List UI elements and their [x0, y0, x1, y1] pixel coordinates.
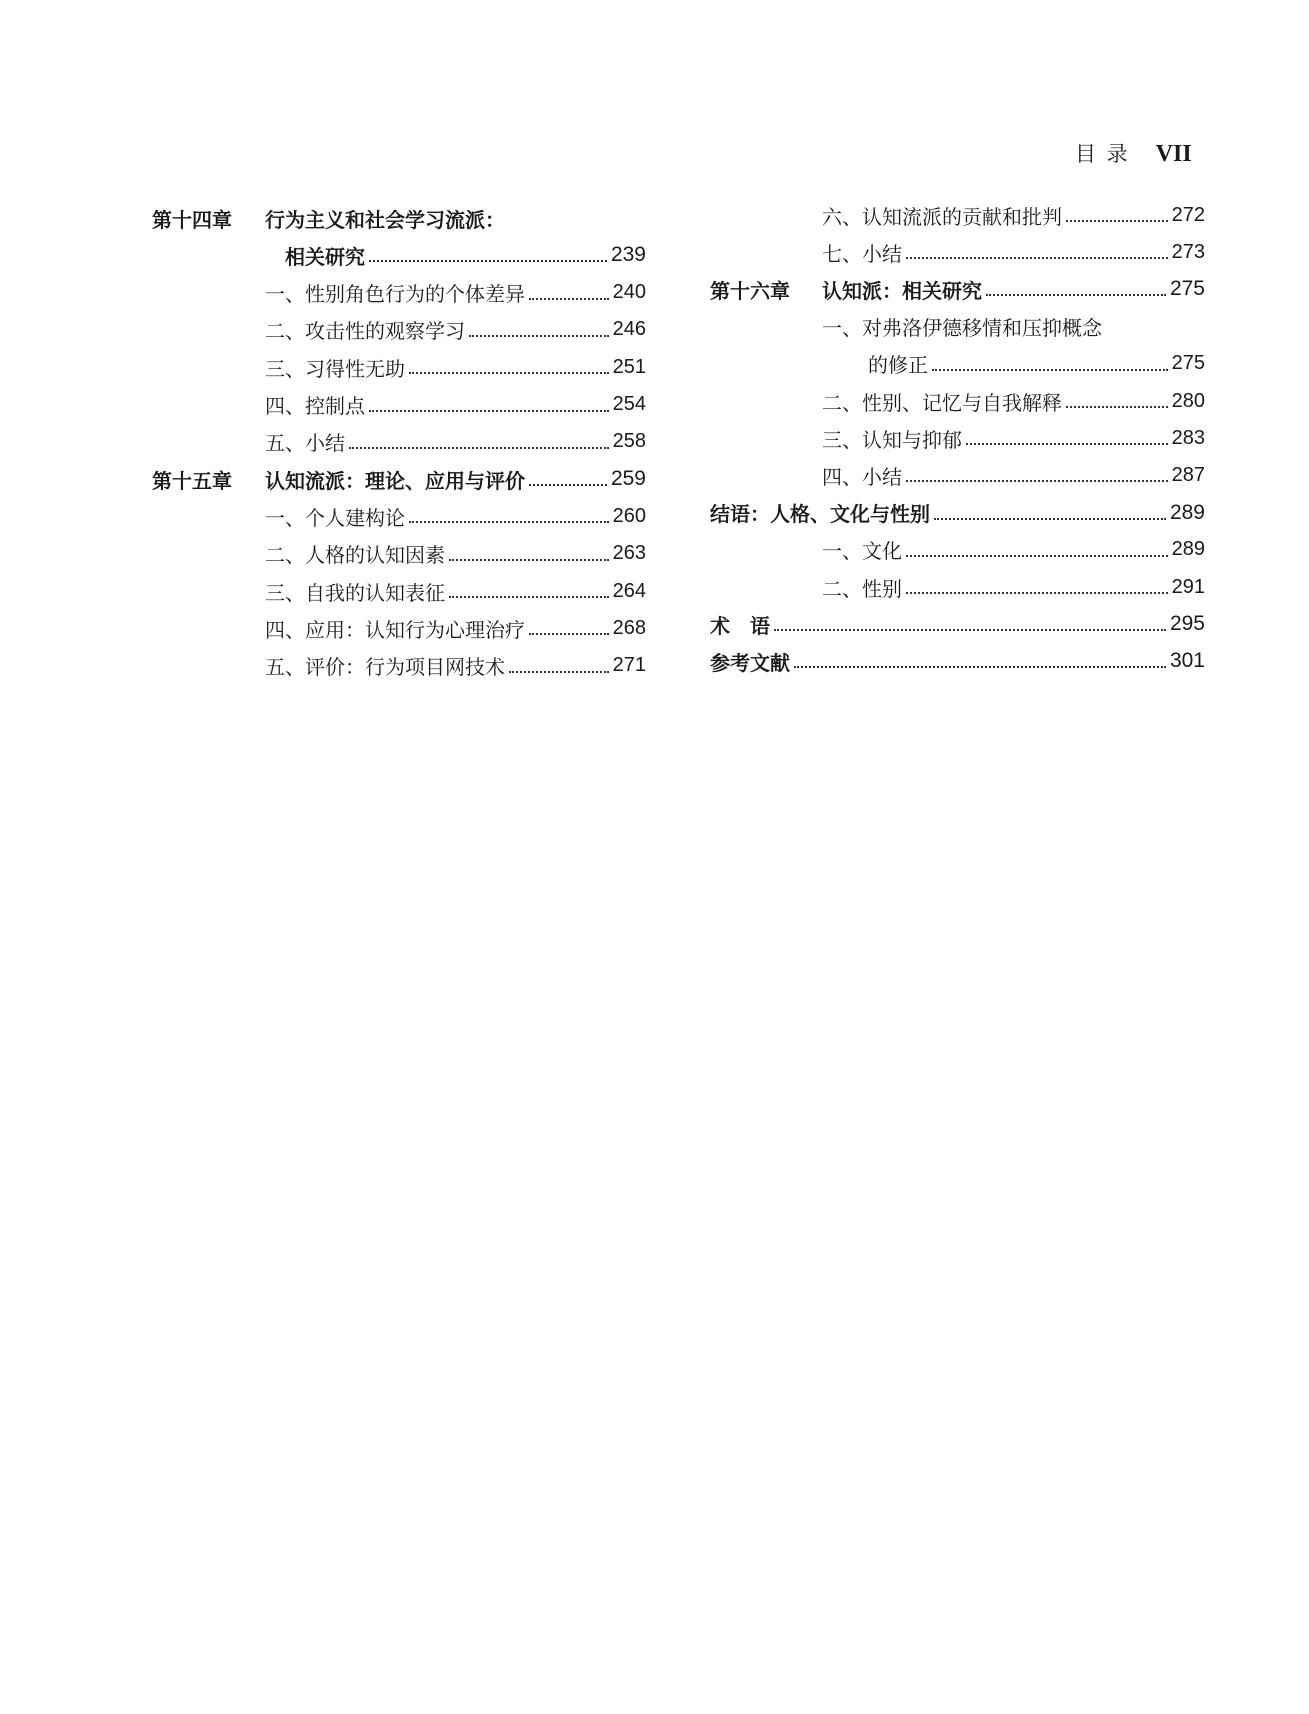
toc-entry [822, 459, 1205, 491]
entry-title: 结语：人格、文化与性别 [710, 502, 930, 527]
toc-entry [710, 645, 1205, 677]
toc-entry [265, 538, 646, 570]
entry-title: 五、评价：行为项目网技术 [265, 655, 505, 680]
toc-entry [822, 199, 1205, 231]
toc-entry [265, 650, 646, 682]
dot-leader [906, 480, 1168, 482]
dot-leader [529, 484, 607, 486]
toc-entry [710, 608, 1205, 640]
page-number: 275 [1169, 277, 1205, 301]
entry-title: 四、应用：认知行为心理治疗 [265, 617, 525, 642]
page-number: 254 [612, 393, 646, 415]
dot-leader [906, 257, 1168, 259]
dot-leader [906, 555, 1168, 557]
page-number: 239 [610, 243, 646, 267]
chapter-number: 第十五章 [152, 468, 232, 493]
toc-entry [265, 314, 646, 346]
dot-leader [349, 447, 609, 449]
toc-entry [152, 463, 646, 495]
page-number: 289 [1169, 500, 1205, 524]
dot-leader [369, 260, 607, 262]
page-number: 264 [612, 579, 646, 602]
page-number: 251 [612, 355, 646, 378]
toc-entry [822, 571, 1205, 603]
chapter-number: 第十六章 [710, 278, 790, 303]
dot-leader [932, 369, 1168, 371]
running-header [1075, 138, 1192, 168]
page-number: 258 [612, 430, 646, 453]
toc-entry [822, 422, 1205, 454]
page-number: 271 [612, 654, 646, 677]
entry-title: 相关研究 [285, 244, 365, 269]
toc-entry [152, 202, 505, 234]
entry-title: 一、性别角色行为的个体差异 [265, 282, 525, 307]
entry-title: 二、性别、记忆与自我解释 [822, 390, 1062, 415]
entry-title: 一、对弗洛伊德移情和压抑概念 [822, 316, 1102, 341]
toc-entry [710, 273, 1205, 305]
dot-leader [986, 294, 1166, 296]
dot-leader [469, 335, 609, 337]
entry-title: 七、小结 [822, 241, 902, 266]
page-number: 287 [1171, 463, 1205, 486]
page-number: 291 [1171, 575, 1205, 598]
entry-title: 六、认知流派的贡献和批判 [822, 204, 1062, 229]
page-number: 260 [612, 504, 646, 527]
page-number: 275 [1171, 352, 1205, 375]
page-number: 246 [612, 318, 646, 341]
page-number: 272 [1171, 203, 1205, 226]
entry-title: 参考文献 [710, 650, 790, 675]
entry-title: 认知派：相关研究 [822, 278, 982, 303]
toc-entry [822, 311, 1102, 343]
page-number: 240 [612, 281, 646, 304]
entry-title: 二、攻击性的观察学习 [265, 319, 465, 344]
toc-entry [265, 575, 646, 607]
dot-leader [449, 596, 609, 598]
toc-entry [822, 236, 1205, 268]
toc-entry [285, 239, 646, 271]
dot-leader [774, 629, 1166, 631]
page-number: 263 [612, 542, 646, 565]
entry-title: 一、个人建构论 [265, 505, 405, 530]
entry-title: 行为主义和社会学习流派： [265, 207, 505, 232]
toc-entry [265, 500, 646, 532]
page-folio: VII [1155, 141, 1192, 167]
entry-title: 认知流派：理论、应用与评价 [265, 468, 525, 493]
entry-title: 四、小结 [822, 464, 902, 489]
dot-leader [1066, 406, 1168, 408]
dot-leader [509, 671, 609, 673]
page-number: 268 [612, 616, 646, 639]
toc-entry [822, 385, 1205, 417]
chapter-number: 第十四章 [152, 207, 232, 232]
header-label: 目 录 [1075, 142, 1130, 166]
page-number: 259 [610, 467, 646, 491]
entry-title: 三、自我的认知表征 [265, 580, 445, 605]
page-number: 280 [1171, 389, 1205, 412]
dot-leader [794, 666, 1166, 668]
dot-leader [966, 443, 1168, 445]
dot-leader [409, 521, 609, 523]
toc-entry [265, 612, 646, 644]
page-number: 295 [1169, 612, 1205, 636]
dot-leader [934, 518, 1166, 520]
entry-title: 二、人格的认知因素 [265, 543, 445, 568]
dot-leader [529, 298, 609, 300]
toc-entry [265, 351, 646, 383]
entry-title: 二、性别 [822, 576, 902, 601]
page-number: 283 [1171, 426, 1205, 449]
toc-entry [868, 348, 1205, 380]
toc-entry [822, 534, 1205, 566]
page-number: 301 [1169, 649, 1205, 673]
dot-leader [409, 372, 609, 374]
page-number: 289 [1171, 538, 1205, 561]
toc-entry [265, 277, 646, 309]
toc-entry [265, 389, 646, 421]
page-number: 273 [1171, 240, 1205, 263]
dot-leader [529, 633, 609, 635]
entry-title: 三、习得性无助 [265, 356, 405, 381]
entry-title: 三、认知与抑郁 [822, 427, 962, 452]
toc-entry [265, 426, 646, 458]
toc-entry [710, 497, 1205, 529]
dot-leader [906, 592, 1168, 594]
dot-leader [449, 559, 609, 561]
dot-leader [1066, 220, 1168, 222]
entry-title: 术 语 [710, 613, 770, 638]
entry-title: 四、控制点 [265, 394, 365, 418]
entry-title: 的修正 [868, 353, 928, 378]
entry-title: 五、小结 [265, 431, 345, 456]
dot-leader [369, 410, 609, 412]
entry-title: 一、文化 [822, 539, 902, 564]
